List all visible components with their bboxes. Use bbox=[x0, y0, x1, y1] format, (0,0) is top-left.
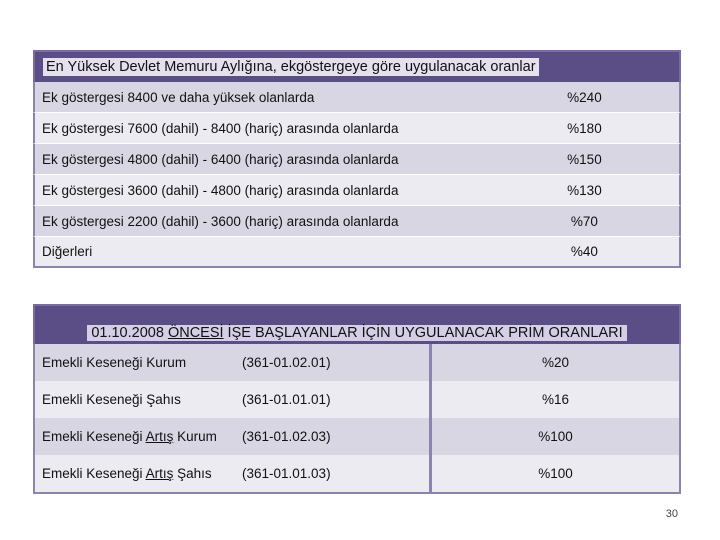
row-value: %150 bbox=[567, 151, 602, 167]
table-row bbox=[33, 144, 681, 175]
column-divider bbox=[429, 344, 432, 492]
row-code: (361-01.02.03) bbox=[242, 429, 331, 444]
table-row bbox=[33, 206, 681, 237]
row-code: (361-01.01.01) bbox=[242, 392, 331, 407]
table-row bbox=[35, 455, 679, 492]
row-rate: %20 bbox=[541, 355, 570, 370]
row-rate: %16 bbox=[541, 392, 570, 407]
table-row bbox=[33, 113, 681, 144]
ek-gosterge-table bbox=[33, 50, 681, 268]
table-row bbox=[35, 381, 679, 418]
row-code: (361-01.01.03) bbox=[242, 466, 331, 481]
row-name: Emekli Keseneği Şahıs bbox=[42, 392, 181, 407]
page-number: 30 bbox=[665, 508, 678, 520]
table-row bbox=[33, 82, 681, 113]
table-row bbox=[33, 237, 681, 268]
ek-gosterge-table-body bbox=[33, 82, 681, 268]
prim-oranlari-table-title: 01.10.2008 ÖNCESİ İŞE BAŞLAYANLAR İÇİN UYGULANACAK PRİM ORANLARI bbox=[87, 325, 626, 341]
row-label: Diğerleri bbox=[42, 244, 93, 259]
row-value: %240 bbox=[567, 89, 602, 105]
row-code: (361-01.02.01) bbox=[242, 355, 331, 370]
row-label: Ek göstergesi 8400 ve daha yüksek olanlarda bbox=[42, 89, 315, 105]
row-value: %70 bbox=[570, 213, 598, 229]
row-rate: %100 bbox=[538, 466, 573, 481]
ek-gosterge-table-title: En Yüksek Devlet Memuru Aylığına, ekgöstergeye göre uygulanacak oranlar bbox=[43, 58, 539, 76]
row-name: Emekli Keseneği Kurum bbox=[42, 355, 187, 370]
prim-oranlari-table-header bbox=[33, 304, 681, 344]
row-rate: %100 bbox=[538, 429, 573, 444]
row-name: Emekli Keseneği Artış Kurum bbox=[42, 429, 217, 444]
row-value: %130 bbox=[567, 182, 602, 198]
row-name: Emekli Keseneği Artış Şahıs bbox=[42, 466, 212, 481]
table-row bbox=[35, 344, 679, 381]
table-row bbox=[33, 175, 681, 206]
row-label: Ek göstergesi 4800 (dahil) - 6400 (hariç) arasında olanlarda bbox=[42, 151, 399, 167]
ek-gosterge-table-header bbox=[33, 50, 681, 82]
row-label: Ek göstergesi 2200 (dahil) - 3600 (hariç) arasında olanlarda bbox=[42, 213, 399, 229]
row-label: Ek göstergesi 3600 (dahil) - 4800 (hariç) arasında olanlarda bbox=[42, 182, 399, 198]
row-value: %180 bbox=[567, 120, 602, 136]
prim-oranlari-table-body bbox=[33, 344, 681, 494]
row-label: Ek göstergesi 7600 (dahil) - 8400 (hariç) arasında olanlarda bbox=[42, 120, 399, 136]
row-value: %40 bbox=[570, 244, 598, 259]
table-row bbox=[35, 418, 679, 455]
prim-oranlari-table bbox=[33, 304, 681, 494]
